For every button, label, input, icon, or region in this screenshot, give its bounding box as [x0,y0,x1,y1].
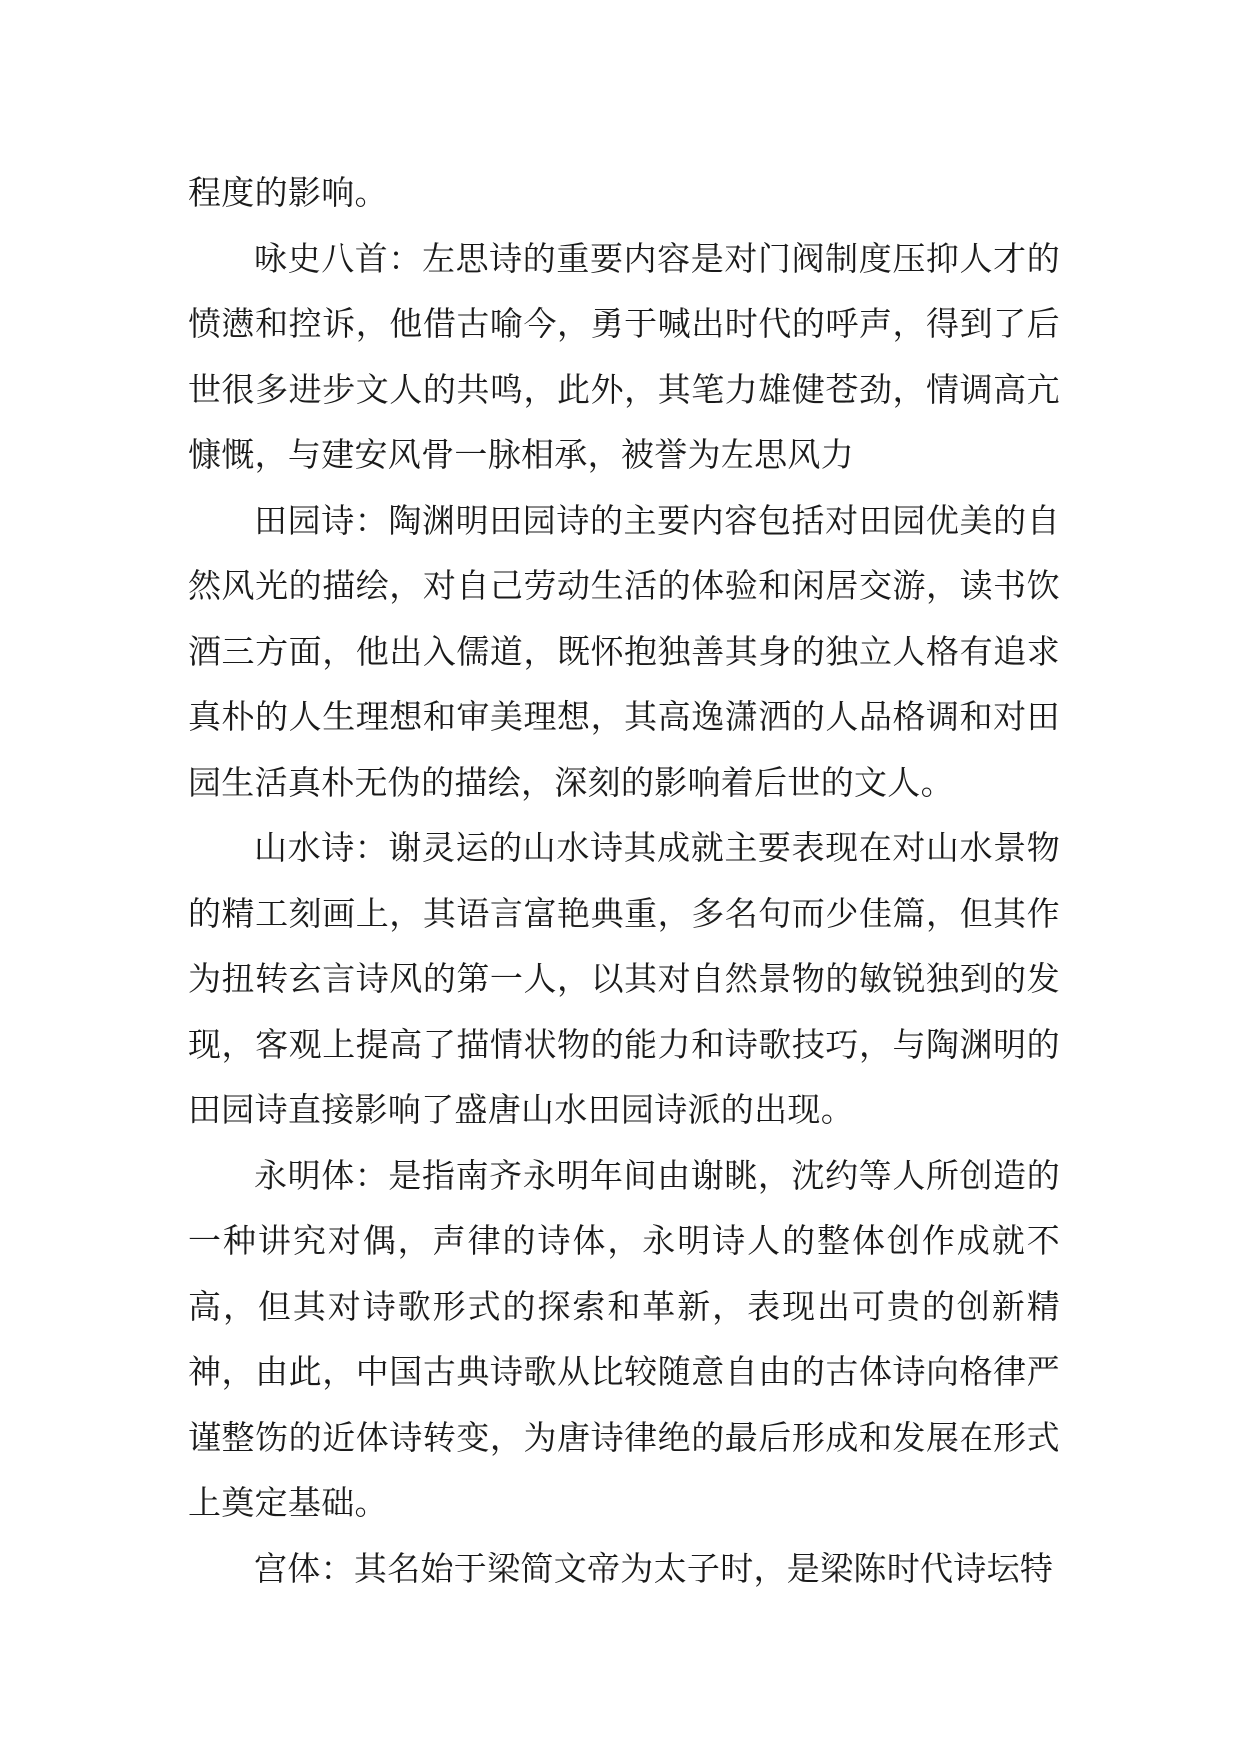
paragraph-shanshui: 山水诗：谢灵运的山水诗其成就主要表现在对山水景物的精工刻画上，其语言富艳典重，多名句而少佳篇，但其作为扭转玄言诗风的第一人，以其对自然景物的敏锐独到的发现，客观上提高了描情状物的能力和诗歌技巧，与陶渊明的田园诗直接影响了盛唐山水田园诗派的出现。 [188,828,1060,1129]
paragraph-continuation: 程度的影响。 [188,173,388,212]
paragraph-tianyuan: 田园诗：陶渊明田园诗的主要内容包括对田园优美的自然风光的描绘，对自己劳动生活的体验和闲居交游，读书饮酒三方面，他出入儒道，既怀抱独善其身的独立人格有追求真朴的人生理想和审美理想，其高逸潇洒的人品格调和对田园生活真朴无伪的描绘，深刻的影响着后世的文人。 [188,500,1060,802]
paragraph-yongming: 永明体：是指南齐永明年间由谢眺，沈约等人所创造的一种讲究对偶，声律的诗体，永明诗人的整体创作成就不高，但其对诗歌形式的探索和革新，表现出可贵的创新精神，由此，中国古典诗歌从比较随意自由的古体诗向格律严谨整饬的近体诗转变，为唐诗律绝的最后形成和发展在形式上奠定基础。 [188,1155,1060,1522]
document-page [188,160,1060,1601]
paragraph-gongti: 宫体：其名始于梁简文帝为太子时，是梁陈时代诗坛特 [254,1548,1054,1588]
paragraph-yongshi: 咏史八首：左思诗的重要内容是对门阀制度压抑人才的愤懑和控诉，他借古喻今，勇于喊出时代的呼声，得到了后世很多进步文人的共鸣，此外，其笔力雄健苍劲，情调高亢慷慨，与建安风骨一脉相承，被誉为左思风力 [188,238,1060,474]
